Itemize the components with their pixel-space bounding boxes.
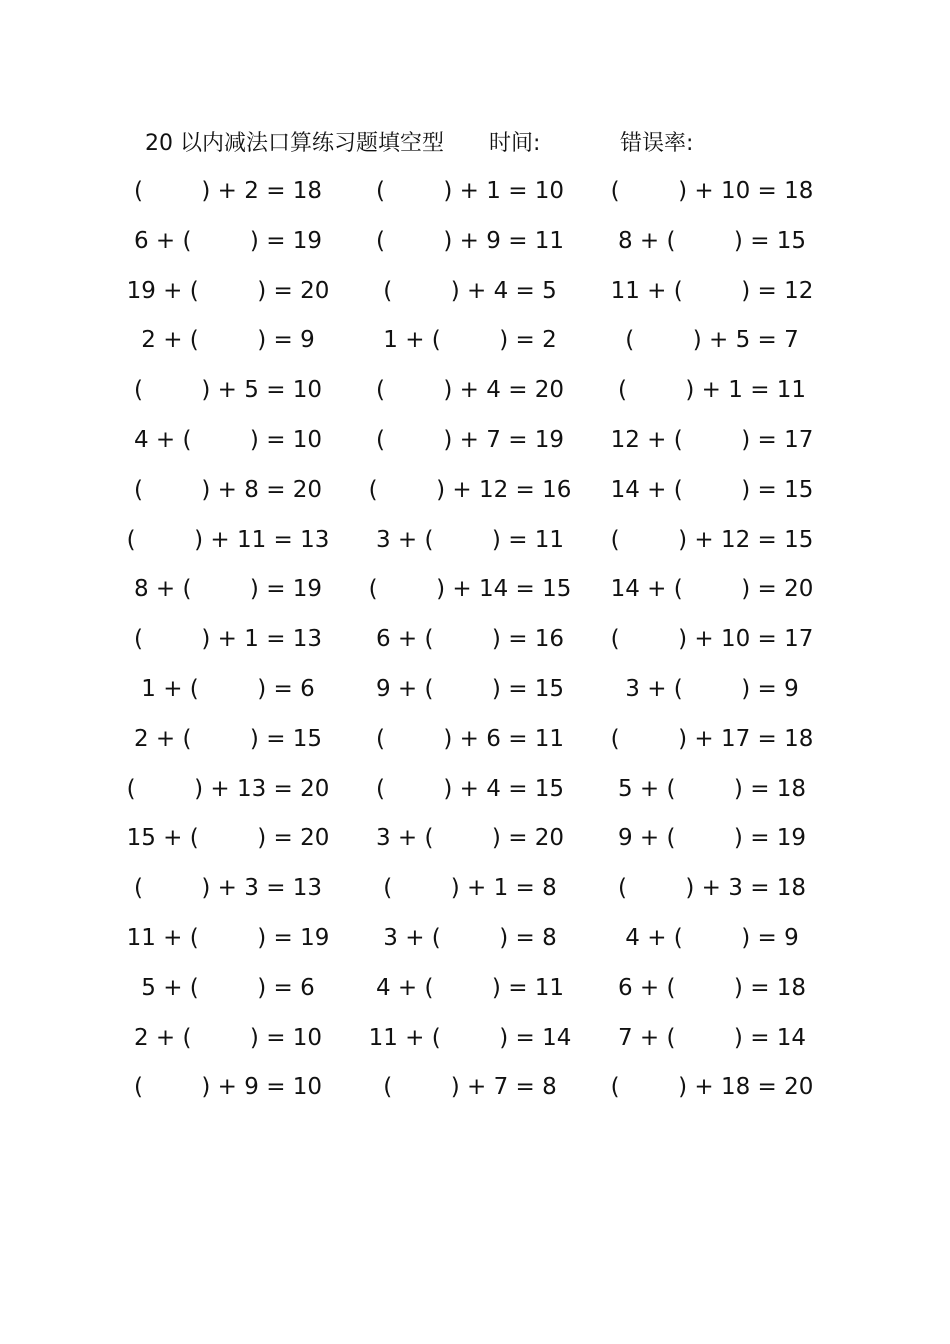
- problem-row: [0, 670, 950, 720]
- problem-item: 3 + ( ) = 20: [375, 825, 565, 852]
- problem-item: 15 + ( ) = 20: [126, 825, 330, 852]
- problem-item: 6 + ( ) = 19: [133, 227, 323, 254]
- problem-item: ( ) + 11 = 13: [126, 526, 330, 553]
- problem-item: ( ) + 9 = 10: [133, 1074, 323, 1101]
- problem-item: ( ) + 4 = 20: [375, 377, 565, 404]
- problem-item: ( ) + 18 = 20: [610, 1074, 814, 1101]
- worksheet-title: 20 以内减法口算练习题填空型: [145, 131, 444, 156]
- problem-item: 4 + ( ) = 11: [375, 974, 565, 1001]
- problem-row: [0, 969, 950, 1019]
- problem-item: ( ) + 5 = 7: [625, 327, 799, 354]
- worksheet-header: [0, 124, 950, 164]
- problem-item: ( ) + 1 = 10: [375, 178, 565, 204]
- problem-item: 6 + ( ) = 16: [375, 626, 565, 653]
- problem-row: [0, 819, 950, 869]
- problem-item: 1 + ( ) = 6: [141, 675, 315, 702]
- problem-item: ( ) + 12 = 16: [368, 476, 572, 503]
- problem-item: ( ) + 4 = 15: [375, 775, 565, 802]
- problem-item: ( ) + 4 = 5: [383, 277, 557, 304]
- problem-row: [0, 272, 950, 322]
- problem-item: 5 + ( ) = 6: [141, 974, 315, 1001]
- problem-item: 2 + ( ) = 9: [141, 327, 315, 354]
- problem-item: 12 + ( ) = 17: [610, 426, 814, 453]
- problem-item: 8 + ( ) = 19: [133, 576, 323, 603]
- problem-item: ( ) + 1 = 8: [383, 875, 557, 902]
- problem-row: [0, 1019, 950, 1069]
- problem-row: [0, 1068, 950, 1118]
- problem-item: ( ) + 3 = 18: [617, 875, 807, 902]
- problem-item: 11 + ( ) = 14: [368, 1024, 572, 1051]
- problem-item: 19 + ( ) = 20: [126, 277, 330, 304]
- problem-item: 6 + ( ) = 18: [617, 974, 807, 1001]
- problem-item: ( ) + 8 = 20: [133, 476, 323, 503]
- problem-item: 8 + ( ) = 15: [617, 227, 807, 254]
- problem-row: [0, 869, 950, 919]
- problem-row: [0, 321, 950, 371]
- problem-item: 4 + ( ) = 9: [625, 924, 799, 951]
- problem-item: ( ) + 3 = 13: [133, 875, 323, 902]
- problem-item: 5 + ( ) = 18: [617, 775, 807, 802]
- problem-row: [0, 172, 950, 222]
- time-label: 时间:: [489, 131, 541, 156]
- problem-row: [0, 720, 950, 770]
- problem-item: 11 + ( ) = 19: [126, 924, 330, 951]
- problem-item: 7 + ( ) = 14: [617, 1024, 807, 1051]
- problem-item: ( ) + 2 = 18: [133, 178, 323, 204]
- problem-item: ( ) + 14 = 15: [368, 576, 572, 603]
- problem-item: 2 + ( ) = 15: [133, 725, 323, 752]
- problem-item: ( ) + 6 = 11: [375, 725, 565, 752]
- problem-item: 1 + ( ) = 2: [383, 327, 557, 354]
- problem-row: [0, 620, 950, 670]
- problem-item: ( ) + 12 = 15: [610, 526, 814, 553]
- problem-item: 9 + ( ) = 19: [617, 825, 807, 852]
- problem-item: ( ) + 1 = 13: [133, 626, 323, 653]
- problem-item: 2 + ( ) = 10: [133, 1024, 323, 1051]
- problem-item: 9 + ( ) = 15: [375, 675, 565, 702]
- error-rate-label: 错误率:: [620, 131, 694, 156]
- problem-item: 4 + ( ) = 10: [133, 426, 323, 453]
- problem-item: ( ) + 17 = 18: [610, 725, 814, 752]
- problem-item: ( ) + 5 = 10: [133, 377, 323, 404]
- problem-item: ( ) + 7 = 8: [383, 1074, 557, 1101]
- problem-item: 3 + ( ) = 11: [375, 526, 565, 553]
- problem-item: 14 + ( ) = 15: [610, 476, 814, 503]
- problem-grid: [0, 172, 950, 1118]
- problem-item: 11 + ( ) = 12: [610, 277, 814, 304]
- problem-item: 3 + ( ) = 9: [625, 675, 799, 702]
- problem-row: [0, 371, 950, 421]
- problem-row: [0, 222, 950, 272]
- problem-row: [0, 770, 950, 820]
- problem-item: ( ) + 1 = 11: [617, 377, 807, 404]
- problem-item: 3 + ( ) = 8: [383, 924, 557, 951]
- problem-item: ( ) + 7 = 19: [375, 426, 565, 453]
- problem-item: 14 + ( ) = 20: [610, 576, 814, 603]
- problem-row: [0, 521, 950, 571]
- problem-row: [0, 471, 950, 521]
- problem-row: [0, 570, 950, 620]
- problem-row: [0, 919, 950, 969]
- problem-item: ( ) + 10 = 18: [610, 178, 814, 204]
- problem-item: ( ) + 10 = 17: [610, 626, 814, 653]
- problem-item: ( ) + 13 = 20: [126, 775, 330, 802]
- problem-row: [0, 421, 950, 471]
- problem-item: ( ) + 9 = 11: [375, 227, 565, 254]
